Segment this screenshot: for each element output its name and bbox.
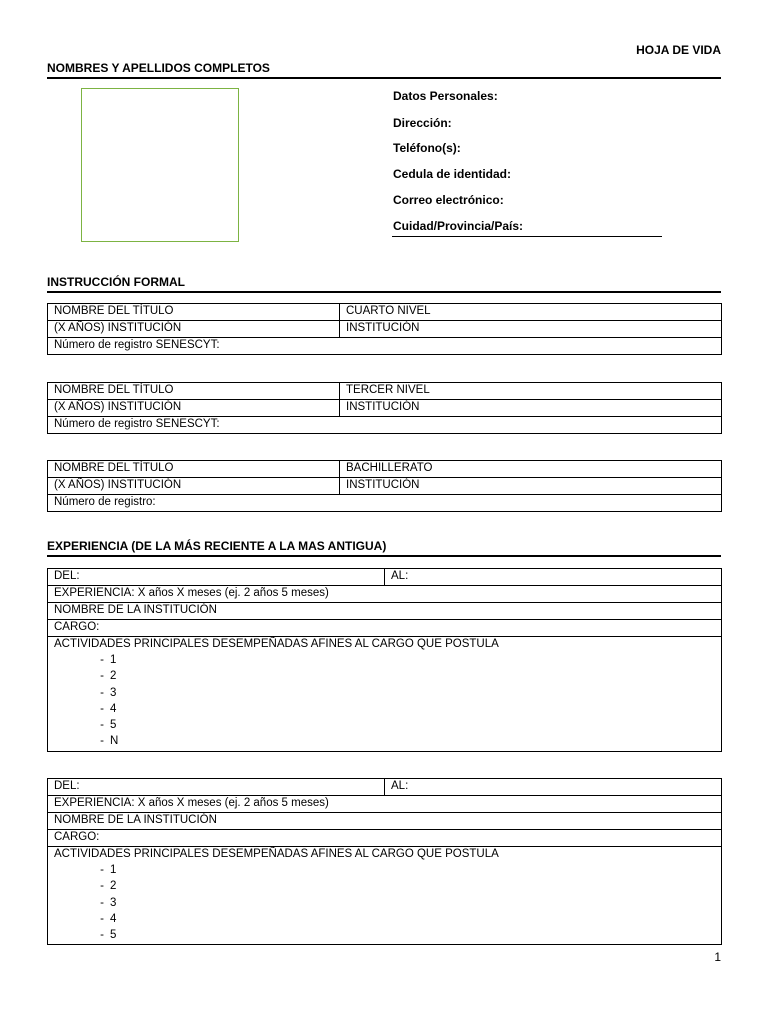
bullet-dash: -: [100, 735, 104, 748]
table-row: [48, 478, 722, 495]
list-item: [54, 685, 715, 701]
table-row: [48, 603, 722, 620]
activities-cell: [48, 847, 722, 945]
table-row: [48, 637, 722, 752]
institution-cell: INSTITUCIÓN: [340, 400, 722, 417]
table-row: [48, 417, 722, 434]
activity-item: 5: [110, 719, 117, 732]
id-card-label: Cedula de identidad:: [393, 167, 512, 181]
activity-item: 4: [110, 912, 117, 925]
list-item: [54, 862, 715, 878]
email-label: Correo electrónico:: [393, 193, 504, 207]
degree-title-cell: NOMBRE DEL TÍTULO: [48, 383, 340, 400]
activity-item: N: [110, 735, 119, 748]
bullet-dash: -: [100, 702, 104, 715]
institution-name-cell: NOMBRE DE LA INSTITUCIÓN: [48, 813, 722, 830]
education-level-cell: CUARTO NIVEL: [340, 304, 722, 321]
education-level-cell: TERCER NIVEL: [340, 383, 722, 400]
photo-placeholder: [81, 88, 239, 242]
position-cell: CARGO:: [48, 620, 722, 637]
experience-table-2: [47, 778, 722, 945]
experience-duration-cell: EXPERIENCIA: X años X meses (ej. 2 años 5 meses): [48, 796, 722, 813]
phone-label: Teléfono(s):: [393, 141, 461, 155]
to-date-cell: AL:: [385, 569, 722, 586]
list-item: [54, 927, 715, 943]
activities-list: [54, 652, 715, 750]
institution-cell: INSTITUCIÓN: [340, 321, 722, 338]
header-divider: [47, 77, 721, 79]
activities-label: ACTIVIDADES PRINCIPALES DESEMPEÑADAS AFINES AL CARGO QUE POSTULA: [54, 848, 499, 860]
table-row: [48, 847, 722, 945]
table-row: [48, 830, 722, 847]
list-item: [54, 668, 715, 684]
table-row: [48, 304, 722, 321]
list-item: [54, 652, 715, 668]
table-row: [48, 620, 722, 637]
document-title: HOJA DE VIDA: [636, 43, 721, 57]
bullet-dash: -: [100, 929, 104, 942]
personal-data-divider: [392, 236, 662, 237]
activity-item: 2: [110, 670, 117, 683]
bullet-dash: -: [100, 686, 104, 699]
activity-item: 3: [110, 896, 117, 909]
table-row: [48, 383, 722, 400]
list-item: [54, 733, 715, 749]
bullet-dash: -: [100, 670, 104, 683]
bullet-dash: -: [100, 654, 104, 666]
activity-item: 3: [110, 686, 117, 699]
education-level-cell: BACHILLERATO: [340, 461, 722, 478]
from-date-cell: DEL:: [48, 569, 385, 586]
list-item: [54, 701, 715, 717]
to-date-cell: AL:: [385, 779, 722, 796]
activities-cell: [48, 637, 722, 752]
position-cell: CARGO:: [48, 830, 722, 847]
list-item: [54, 878, 715, 894]
education-divider: [47, 291, 721, 293]
address-label: Dirección:: [393, 116, 452, 130]
activity-item: 2: [110, 880, 117, 893]
table-row: [48, 569, 722, 586]
table-row: [48, 796, 722, 813]
degree-title-cell: NOMBRE DEL TÍTULO: [48, 304, 340, 321]
table-row: [48, 586, 722, 603]
list-item: [54, 717, 715, 733]
registry-number-cell: Número de registro:: [48, 495, 722, 512]
city-province-country-label: Cuidad/Provincia/País:: [393, 219, 524, 233]
years-institution-cell: (X AÑOS) INSTITUCIÓN: [48, 400, 340, 417]
activity-item: 5: [110, 929, 117, 942]
table-row: [48, 779, 722, 796]
table-row: [48, 338, 722, 355]
activities-label: ACTIVIDADES PRINCIPALES DESEMPEÑADAS AFINES AL CARGO QUE POSTULA: [54, 638, 499, 650]
experience-heading: EXPERIENCIA (DE LA MÁS RECIENTE A LA MAS ANTIGUA): [47, 539, 387, 553]
activity-item: 1: [110, 654, 117, 666]
experience-duration-cell: EXPERIENCIA: X años X meses (ej. 2 años 5 meses): [48, 586, 722, 603]
page-number: 1: [714, 950, 721, 964]
degree-title-cell: NOMBRE DEL TÍTULO: [48, 461, 340, 478]
personal-data-label: Datos Personales:: [393, 89, 498, 103]
table-row: [48, 400, 722, 417]
registry-number-cell: Número de registro SENESCYT:: [48, 417, 722, 434]
list-item: [54, 895, 715, 911]
bullet-dash: -: [100, 719, 104, 732]
table-row: [48, 495, 722, 512]
institution-name-cell: NOMBRE DE LA INSTITUCIÓN: [48, 603, 722, 620]
list-item: [54, 911, 715, 927]
bullet-dash: -: [100, 880, 104, 893]
table-row: [48, 461, 722, 478]
institution-cell: INSTITUCIÓN: [340, 478, 722, 495]
years-institution-cell: (X AÑOS) INSTITUCIÓN: [48, 321, 340, 338]
education-table-postgraduate: [47, 303, 722, 355]
education-heading: INSTRUCCIÓN FORMAL: [47, 275, 185, 289]
activity-item: 4: [110, 702, 117, 715]
registry-number-cell: Número de registro SENESCYT:: [48, 338, 722, 355]
full-name-heading: NOMBRES Y APELLIDOS COMPLETOS: [47, 61, 270, 75]
table-row: [48, 813, 722, 830]
bullet-dash: -: [100, 864, 104, 876]
bullet-dash: -: [100, 912, 104, 925]
experience-table-1: [47, 568, 722, 752]
from-date-cell: DEL:: [48, 779, 385, 796]
table-row: [48, 321, 722, 338]
activities-list: [54, 862, 715, 943]
experience-divider: [47, 555, 721, 557]
activity-item: 1: [110, 864, 117, 876]
bullet-dash: -: [100, 896, 104, 909]
education-table-undergraduate: [47, 382, 722, 434]
years-institution-cell: (X AÑOS) INSTITUCIÓN: [48, 478, 340, 495]
education-table-highschool: [47, 460, 722, 512]
